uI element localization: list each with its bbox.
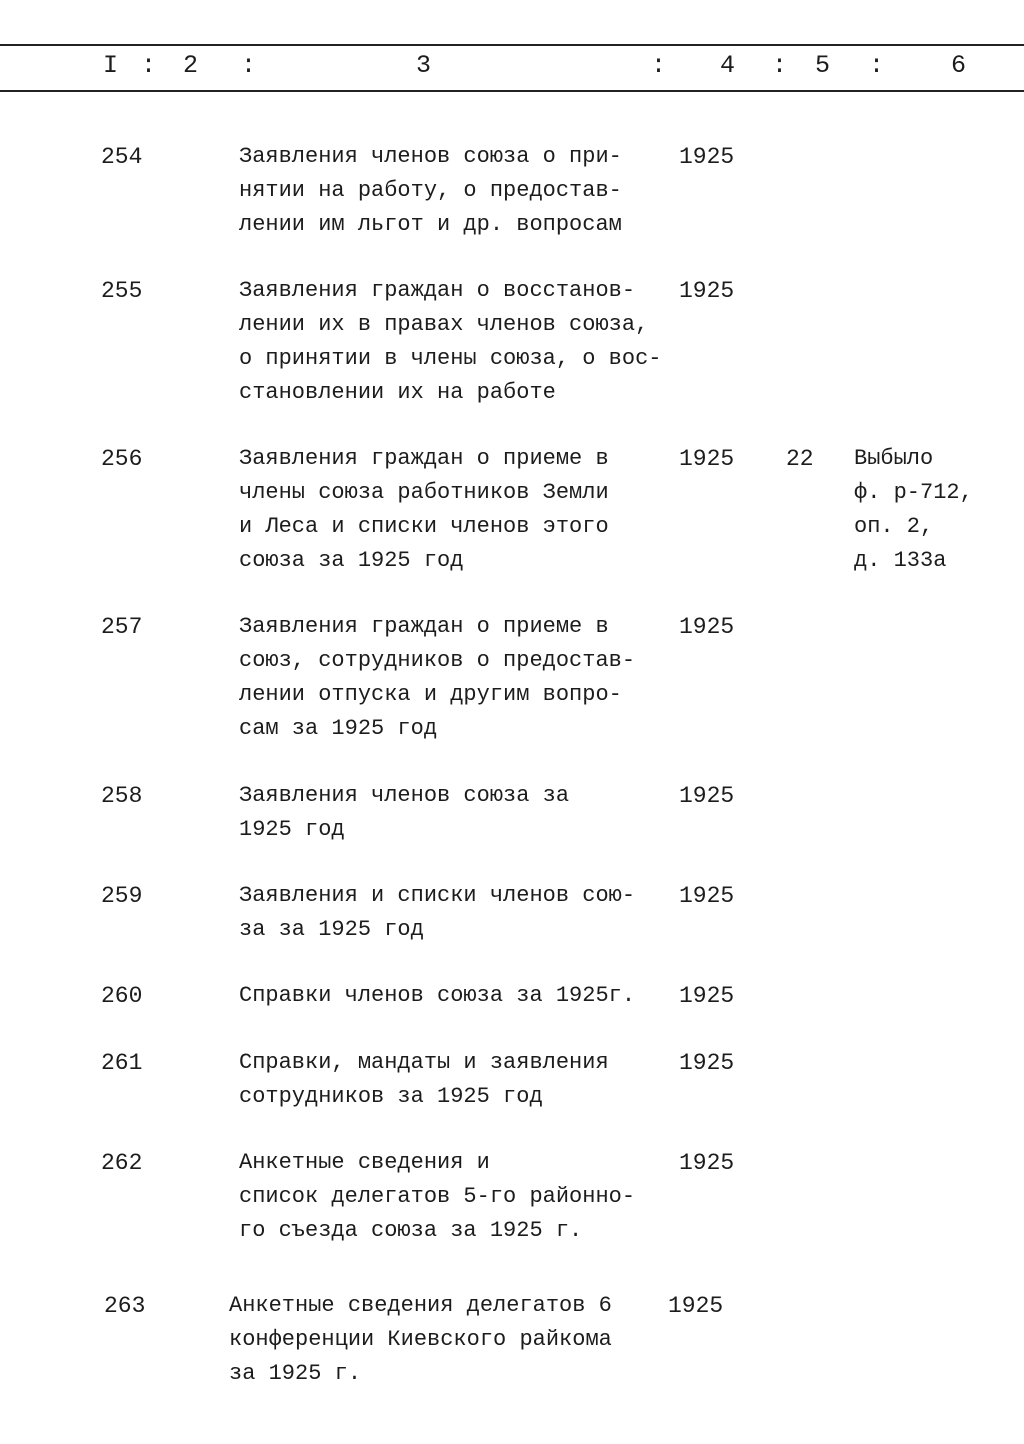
entry-number: 255: [101, 278, 143, 304]
entry-year: 1925: [679, 446, 735, 472]
header-col-1: I: [103, 51, 119, 80]
header-col-3: 3: [416, 51, 432, 80]
header-separator: :: [141, 51, 157, 80]
entry-title: Справки, мандаты и заявления сотрудников за 1925 год: [239, 1050, 609, 1109]
entry-year: 1925: [679, 144, 735, 170]
header-col-6: 6: [951, 51, 967, 80]
entry-number: 259: [101, 883, 143, 909]
entry-number: 261: [101, 1050, 143, 1076]
entry-year: 1925: [679, 783, 735, 809]
entry-year: 1925: [679, 278, 735, 304]
entry-number: 263: [104, 1293, 146, 1319]
entry-number: 262: [101, 1150, 143, 1176]
entry-year: 1925: [679, 614, 735, 640]
entry-title: Анкетные сведения и список делегатов 5-го районно- го съезда союза за 1925 г.: [239, 1150, 636, 1243]
entry-year: 1925: [668, 1293, 724, 1319]
entry-title: Заявления граждан о приеме в члены союза работников Земли и Леса и списки членов этого союза за 1925 год: [239, 446, 609, 573]
entry-number: 260: [101, 983, 143, 1009]
header-col-2: 2: [183, 51, 199, 80]
entry-title: Заявления граждан о приеме в союз, сотрудников о предостав- лении отпуска и другим вопро- сам за 1925 год: [239, 614, 636, 741]
entry-note: Выбыло ф. р-712, оп. 2, д. 133а: [854, 446, 973, 573]
header-bottom-rule: [0, 90, 1024, 92]
entry-number: 256: [101, 446, 143, 472]
entry-number: 254: [101, 144, 143, 170]
header-separator: :: [651, 51, 667, 80]
header-col-4: 4: [720, 51, 736, 80]
entry-title: Заявления членов союза о при- нятии на работу, о предостав- лении им льгот и др. вопросам: [239, 144, 622, 237]
entry-year: 1925: [679, 1150, 735, 1176]
entry-title: Заявления и списки членов сою- за за 1925 год: [239, 883, 636, 942]
header-separator: :: [241, 51, 257, 80]
header-col-5: 5: [815, 51, 831, 80]
entry-title: Анкетные сведения делегатов 6 конференции Киевского райкома за 1925 г.: [229, 1293, 612, 1386]
entry-title: Справки членов союза за 1925г.: [239, 983, 636, 1008]
entry-sheet-count: 22: [786, 446, 814, 472]
header-separator: :: [869, 51, 885, 80]
entry-number: 258: [101, 783, 143, 809]
entry-title: Заявления граждан о восстанов- лении их в правах членов союза, о принятии в члены союза, о вос- становлении их на работе: [239, 278, 662, 405]
entry-year: 1925: [679, 1050, 735, 1076]
header-separator: :: [772, 51, 788, 80]
entry-year: 1925: [679, 983, 735, 1009]
entry-title: Заявления членов союза за 1925 год: [239, 783, 570, 842]
header-top-rule: [0, 44, 1024, 46]
entry-number: 257: [101, 614, 143, 640]
entry-year: 1925: [679, 883, 735, 909]
